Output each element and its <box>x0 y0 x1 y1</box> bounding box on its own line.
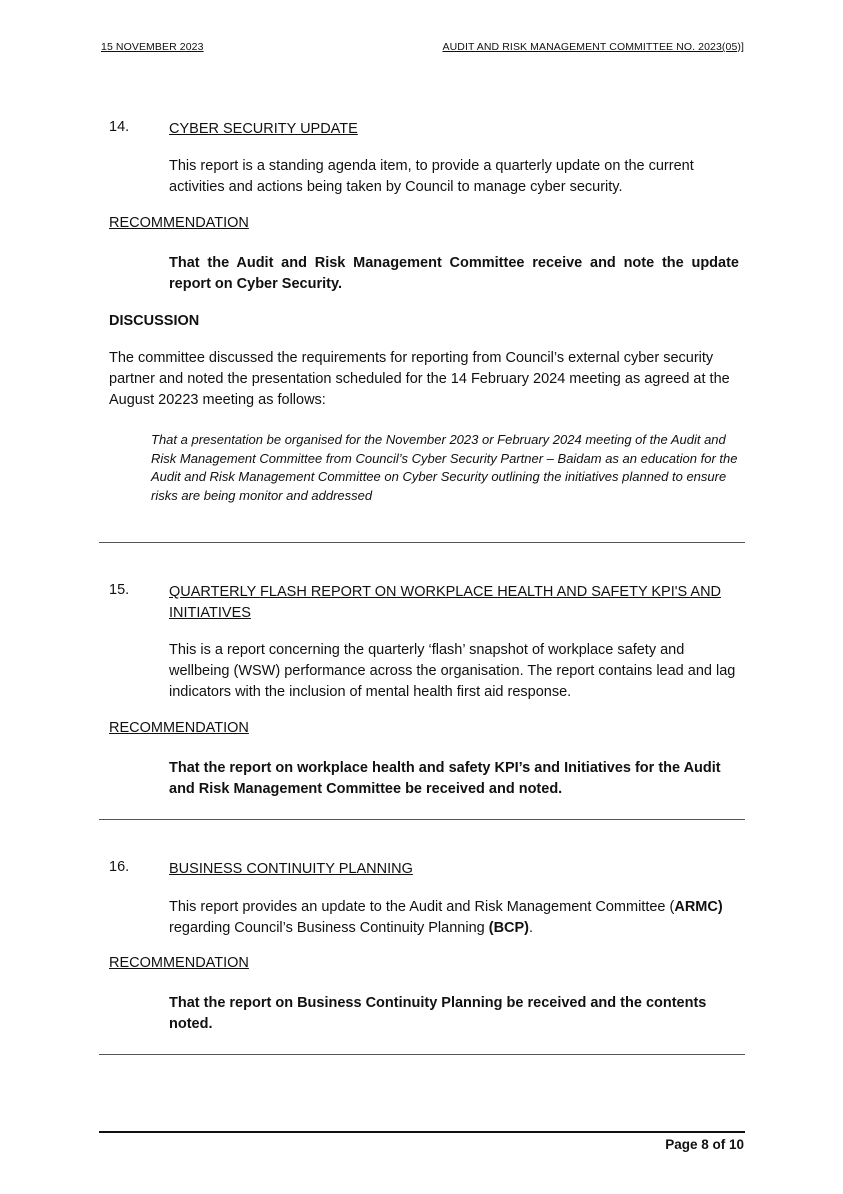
item-16-armc: ARMC) <box>674 899 723 915</box>
item-16-summary <box>169 897 739 939</box>
item-15-recommendation-label: RECOMMENDATION <box>109 720 249 736</box>
item-16-bcp: (BCP) <box>488 920 530 936</box>
item-14-recommendation-label: RECOMMENDATION <box>109 215 249 231</box>
item-16-summary-text-1: This report provides an update to the Audit and Risk Management Committee ( <box>169 899 675 915</box>
section-divider <box>99 1054 745 1055</box>
item-14-title: CYBER SECURITY UPDATE <box>169 121 358 137</box>
item-15-title: QUARTERLY FLASH REPORT ON WORKPLACE HEALTH AND SAFETY KPI'S AND INITIATIVES <box>169 584 722 621</box>
item-14-number: 14. <box>109 119 130 135</box>
item-14-summary: This report is a standing agenda item, to provide a quarterly update on the current activities and actions being taken by Council to manage cyber security. <box>169 158 694 195</box>
item-15-recommendation: That the report on workplace health and safety KPI’s and Initiatives for the Audit and Risk Management Committee be received and noted. <box>169 760 721 797</box>
item-14-quote: That a presentation be organised for the November 2023 or February 2024 meeting of the Audit and Risk Management Committee from Council’s Cyber Security Partner – Baidam as an education for the Audit and Risk Management Committee on Cyber Security outlining the initiatives planned to ensure risks are being monitor and addressed <box>151 432 738 503</box>
item-14-discussion: The committee discussed the requirements for reporting from Council’s external cyber security partner and noted the presentation scheduled for the 14 February 2024 meeting as agreed at the August 20223 meeting as follows: <box>109 350 730 408</box>
item-14-recommendation: That the Audit and Risk Management Committee receive and note the update report on Cyber Security. <box>169 255 739 292</box>
item-16-recommendation-label: RECOMMENDATION <box>109 955 249 971</box>
footer-rule <box>99 1131 745 1133</box>
item-16-summary-text-2: regarding Council’s Business Continuity Planning <box>169 920 489 936</box>
item-15-number: 15. <box>109 582 130 598</box>
item-16-number: 16. <box>109 859 130 875</box>
item-16-summary-text-3: . <box>529 920 534 936</box>
item-15-summary: This is a report concerning the quarterly ‘flash’ snapshot of workplace safety and wellbeing (WSW) performance across the organisation. The report contains lead and lag indicators with the inclusion of mental health first aid response. <box>169 642 736 700</box>
header-date: 15 NOVEMBER 2023 <box>101 41 204 53</box>
section-divider <box>99 542 745 543</box>
item-16-title: BUSINESS CONTINUITY PLANNING <box>169 861 413 877</box>
item-14-discussion-label: DISCUSSION <box>109 313 200 329</box>
page-number: Page 8 of 10 <box>665 1137 744 1152</box>
section-divider <box>99 819 745 820</box>
item-16-recommendation: That the report on Business Continuity Planning be received and the contents noted. <box>169 995 707 1032</box>
header-committee: AUDIT AND RISK MANAGEMENT COMMITTEE NO. 2023(05)] <box>442 41 744 53</box>
